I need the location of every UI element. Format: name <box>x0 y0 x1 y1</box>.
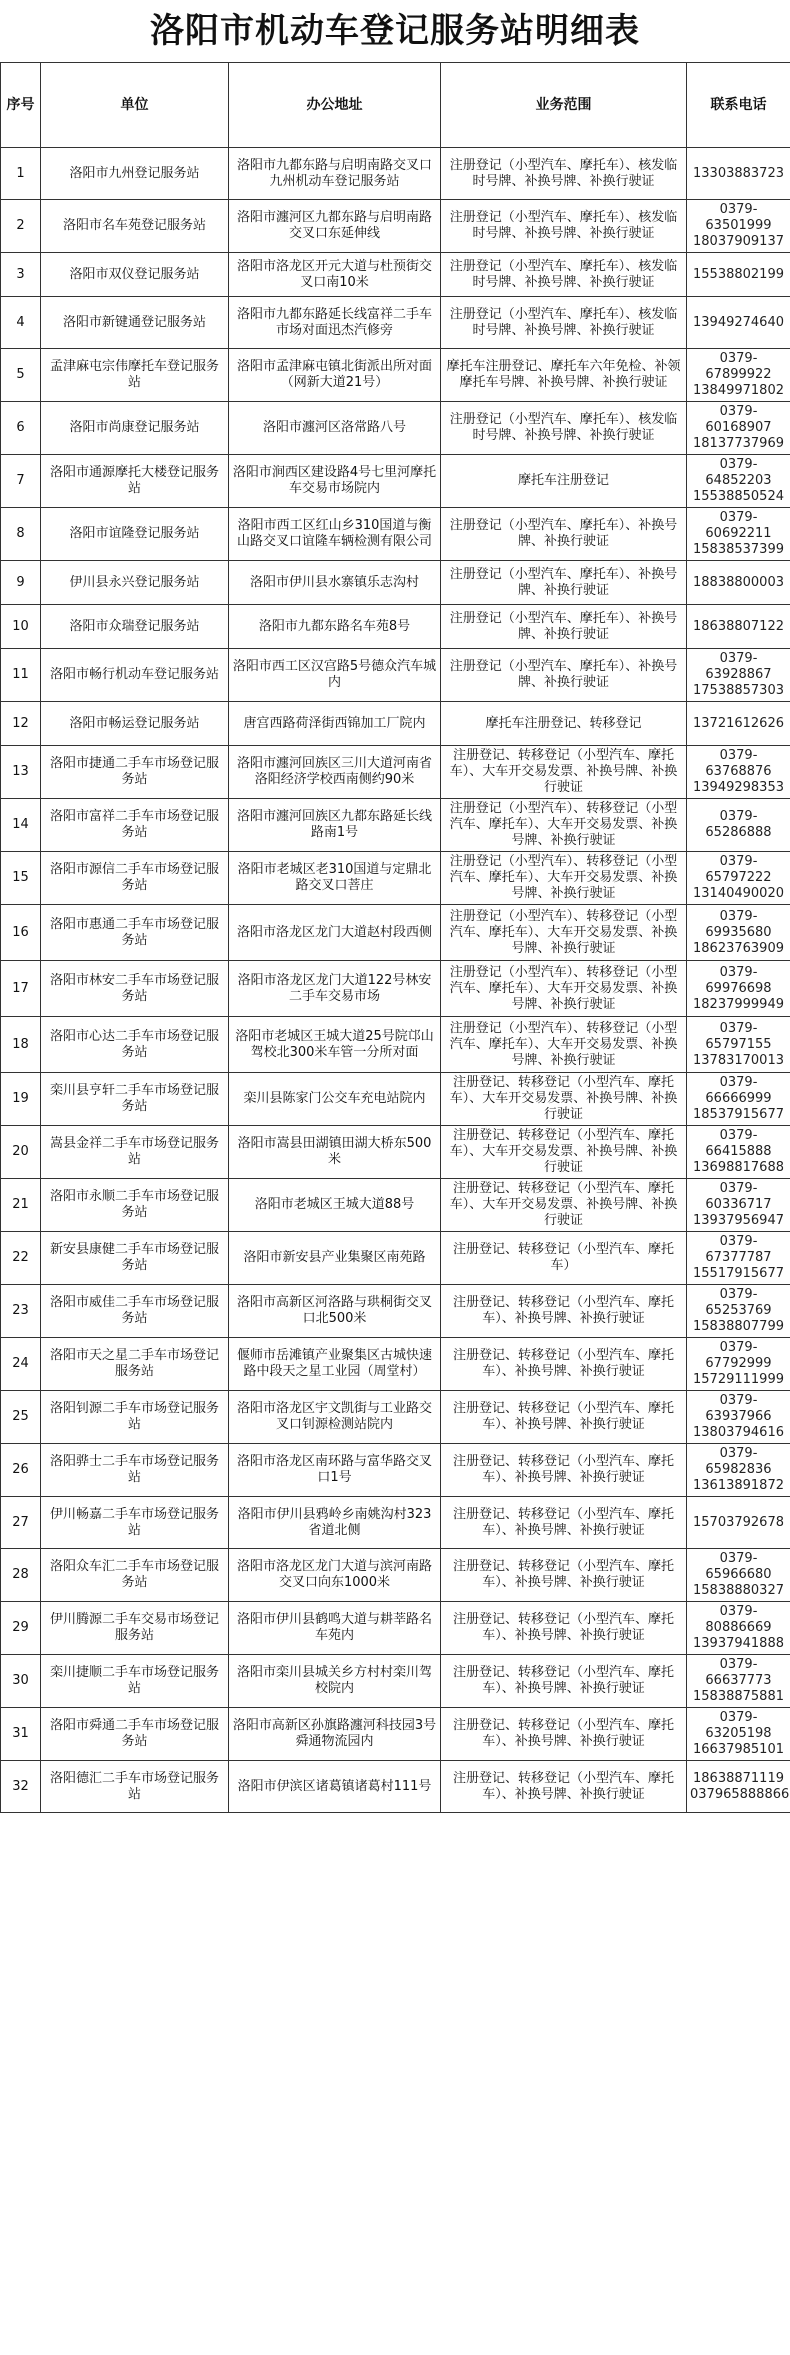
cell-unit: 洛阳市名车苑登记服务站 <box>41 200 229 253</box>
cell-address: 洛阳市九都东路与启明南路交叉口九州机动车登记服务站 <box>229 148 441 200</box>
cell-no: 23 <box>1 1285 41 1338</box>
cell-phone: 0379-63928867 17538857303 <box>687 649 790 702</box>
cell-unit: 伊川腾源二手车交易市场登记服务站 <box>41 1602 229 1655</box>
table-row <box>1 1338 790 1391</box>
cell-scope: 注册登记（小型汽车、摩托车）、补换号牌、补换行驶证 <box>441 508 687 561</box>
cell-phone: 0379-63205198 16637985101 <box>687 1708 790 1761</box>
cell-scope: 注册登记、转移登记（小型汽车、摩托车）、大车开交易发票、补换号牌、补换行驶证 <box>441 1073 687 1126</box>
cell-no: 24 <box>1 1338 41 1391</box>
cell-no: 26 <box>1 1444 41 1497</box>
cell-scope: 注册登记（小型汽车、摩托车）、补换号牌、补换行驶证 <box>441 649 687 702</box>
table-row <box>1 561 790 605</box>
cell-no: 4 <box>1 297 41 349</box>
table-row <box>1 1497 790 1549</box>
cell-no: 31 <box>1 1708 41 1761</box>
cell-scope: 注册登记（小型汽车、摩托车）、核发临时号牌、补换号牌、补换行驶证 <box>441 200 687 253</box>
cell-phone: 0379-66637773 15838875881 <box>687 1655 790 1708</box>
table-row <box>1 799 790 852</box>
table-row <box>1 455 790 508</box>
cell-unit: 洛阳市源信二手车市场登记服务站 <box>41 852 229 905</box>
cell-address: 洛阳市新安县产业集聚区南苑路 <box>229 1232 441 1285</box>
cell-address: 洛阳市伊川县水寨镇乐志沟村 <box>229 561 441 605</box>
cell-scope: 注册登记、转移登记（小型汽车、摩托车）、补换号牌、补换行驶证 <box>441 1602 687 1655</box>
cell-scope: 摩托车注册登记、摩托车六年免检、补领摩托车号牌、补换号牌、补换行驶证 <box>441 349 687 402</box>
cell-unit: 洛阳市捷通二手车市场登记服务站 <box>41 746 229 799</box>
cell-phone: 18638871119 037965888866 <box>687 1761 790 1813</box>
cell-no: 32 <box>1 1761 41 1813</box>
cell-phone: 15703792678 <box>687 1497 790 1549</box>
cell-unit: 伊川县永兴登记服务站 <box>41 561 229 605</box>
cell-phone: 18838800003 <box>687 561 790 605</box>
table-body <box>1 148 790 1813</box>
header-address: 办公地址 <box>229 63 441 148</box>
cell-address: 洛阳市伊滨区诸葛镇诸葛村111号 <box>229 1761 441 1813</box>
cell-unit: 栾川捷顺二手车市场登记服务站 <box>41 1655 229 1708</box>
cell-no: 17 <box>1 961 41 1017</box>
cell-address: 洛阳市洛龙区南环路与富华路交叉口1号 <box>229 1444 441 1497</box>
cell-no: 19 <box>1 1073 41 1126</box>
cell-unit: 新安县康健二手车市场登记服务站 <box>41 1232 229 1285</box>
cell-scope: 注册登记、转移登记（小型汽车、摩托车）、补换号牌、补换行驶证 <box>441 1761 687 1813</box>
table-row <box>1 1391 790 1444</box>
cell-address: 洛阳市涧西区建设路4号七里河摩托车交易市场院内 <box>229 455 441 508</box>
cell-no: 15 <box>1 852 41 905</box>
cell-scope: 注册登记（小型汽车）、转移登记（小型汽车、摩托车）、大车开交易发票、补换号牌、补换行驶证 <box>441 852 687 905</box>
cell-unit: 洛阳市畅行机动车登记服务站 <box>41 649 229 702</box>
table-row <box>1 297 790 349</box>
cell-phone: 0379-67792999 15729111999 <box>687 1338 790 1391</box>
cell-no: 12 <box>1 702 41 746</box>
cell-address: 洛阳市嵩县田湖镇田湖大桥东500米 <box>229 1126 441 1179</box>
cell-no: 18 <box>1 1017 41 1073</box>
table-row <box>1 1444 790 1497</box>
cell-unit: 嵩县金祥二手车市场登记服务站 <box>41 1126 229 1179</box>
cell-no: 11 <box>1 649 41 702</box>
cell-unit: 洛阳市双仪登记服务站 <box>41 253 229 297</box>
table-row <box>1 852 790 905</box>
cell-address: 洛阳市瀍河回族区九都东路延长线路南1号 <box>229 799 441 852</box>
header-unit: 单位 <box>41 63 229 148</box>
table-row <box>1 1017 790 1073</box>
cell-scope: 注册登记（小型汽车、摩托车）、补换号牌、补换行驶证 <box>441 605 687 649</box>
cell-address: 洛阳市伊川县鹤鸣大道与耕莘路名车苑内 <box>229 1602 441 1655</box>
cell-unit: 洛阳市九州登记服务站 <box>41 148 229 200</box>
cell-phone: 0379-67377787 15517915677 <box>687 1232 790 1285</box>
cell-unit: 洛阳市威佳二手车市场登记服务站 <box>41 1285 229 1338</box>
cell-no: 8 <box>1 508 41 561</box>
cell-address: 洛阳市高新区孙旗路瀍河科技园3号舜通物流园内 <box>229 1708 441 1761</box>
cell-address: 洛阳市洛龙区宇文凯街与工业路交叉口钊源检测站院内 <box>229 1391 441 1444</box>
cell-unit: 洛阳市富祥二手车市场登记服务站 <box>41 799 229 852</box>
cell-address: 洛阳市孟津麻屯镇北街派出所对面（网新大道21号） <box>229 349 441 402</box>
cell-scope: 注册登记（小型汽车）、转移登记（小型汽车、摩托车）、大车开交易发票、补换号牌、补换行驶证 <box>441 799 687 852</box>
cell-phone: 15538802199 <box>687 253 790 297</box>
cell-phone: 0379-67899922 13849971802 <box>687 349 790 402</box>
table-row <box>1 605 790 649</box>
cell-no: 27 <box>1 1497 41 1549</box>
cell-address: 偃师市岳滩镇产业聚集区古城快速路中段天之星工业园（周堂村） <box>229 1338 441 1391</box>
cell-address: 洛阳市洛龙区开元大道与杜预街交叉口南10米 <box>229 253 441 297</box>
cell-scope: 注册登记（小型汽车、摩托车）、核发临时号牌、补换号牌、补换行驶证 <box>441 148 687 200</box>
cell-address: 洛阳市栾川县城关乡方村村栾川驾校院内 <box>229 1655 441 1708</box>
header-row <box>1 63 790 148</box>
cell-phone: 0379-65797155 13783170013 <box>687 1017 790 1073</box>
cell-scope: 注册登记（小型汽车）、转移登记（小型汽车、摩托车）、大车开交易发票、补换号牌、补换行驶证 <box>441 1017 687 1073</box>
table-row <box>1 1761 790 1813</box>
cell-no: 20 <box>1 1126 41 1179</box>
cell-address: 洛阳市伊川县鸦岭乡南姚沟村323省道北侧 <box>229 1497 441 1549</box>
cell-no: 9 <box>1 561 41 605</box>
cell-unit: 洛阳骅士二手车市场登记服务站 <box>41 1444 229 1497</box>
cell-address: 洛阳市洛龙区龙门大道122号林安二手车交易市场 <box>229 961 441 1017</box>
cell-unit: 洛阳市新键通登记服务站 <box>41 297 229 349</box>
cell-no: 13 <box>1 746 41 799</box>
cell-scope: 注册登记（小型汽车）、转移登记（小型汽车、摩托车）、大车开交易发票、补换号牌、补换行驶证 <box>441 961 687 1017</box>
cell-phone: 0379-65966680 15838880327 <box>687 1549 790 1602</box>
cell-phone: 0379-69976698 18237999949 <box>687 961 790 1017</box>
cell-no: 30 <box>1 1655 41 1708</box>
cell-address: 洛阳市老城区王城大道25号院邙山驾校北300米车管一分所对面 <box>229 1017 441 1073</box>
table-row <box>1 148 790 200</box>
cell-no: 5 <box>1 349 41 402</box>
cell-no: 10 <box>1 605 41 649</box>
cell-no: 16 <box>1 905 41 961</box>
cell-unit: 洛阳市舜通二手车市场登记服务站 <box>41 1708 229 1761</box>
cell-scope: 注册登记（小型汽车、摩托车）、核发临时号牌、补换号牌、补换行驶证 <box>441 297 687 349</box>
cell-scope: 注册登记、转移登记（小型汽车、摩托车）、补换号牌、补换行驶证 <box>441 1338 687 1391</box>
cell-scope: 摩托车注册登记、转移登记 <box>441 702 687 746</box>
cell-no: 28 <box>1 1549 41 1602</box>
cell-phone: 13303883723 <box>687 148 790 200</box>
cell-address: 洛阳市洛龙区龙门大道与滨河南路交叉口向东1000米 <box>229 1549 441 1602</box>
cell-address: 洛阳市老城区王城大道88号 <box>229 1179 441 1232</box>
cell-phone: 0379-66666999 18537915677 <box>687 1073 790 1126</box>
cell-phone: 0379-65253769 15838807799 <box>687 1285 790 1338</box>
cell-no: 7 <box>1 455 41 508</box>
cell-no: 21 <box>1 1179 41 1232</box>
table-row <box>1 649 790 702</box>
table-row <box>1 200 790 253</box>
cell-scope: 注册登记、转移登记（小型汽车、摩托车）、补换号牌、补换行驶证 <box>441 1549 687 1602</box>
table-row <box>1 1126 790 1179</box>
table-row <box>1 702 790 746</box>
cell-scope: 注册登记、转移登记（小型汽车、摩托车）、大车开交易发票、补换号牌、补换行驶证 <box>441 1179 687 1232</box>
cell-address: 栾川县陈家门公交车充电站院内 <box>229 1073 441 1126</box>
table-row <box>1 905 790 961</box>
cell-phone: 0379-65982836 13613891872 <box>687 1444 790 1497</box>
cell-scope: 注册登记（小型汽车、摩托车）、核发临时号牌、补换号牌、补换行驶证 <box>441 402 687 455</box>
cell-unit: 洛阳众车汇二手车市场登记服务站 <box>41 1549 229 1602</box>
cell-address: 洛阳市西工区红山乡310国道与衡山路交叉口谊隆车辆检测有限公司 <box>229 508 441 561</box>
table-row <box>1 349 790 402</box>
table-row <box>1 508 790 561</box>
cell-unit: 孟津麻屯宗伟摩托车登记服务站 <box>41 349 229 402</box>
cell-unit: 洛阳市惠通二手车市场登记服务站 <box>41 905 229 961</box>
header-no: 序号 <box>1 63 41 148</box>
cell-scope: 注册登记、转移登记（小型汽车、摩托车）、补换号牌、补换行驶证 <box>441 1285 687 1338</box>
cell-scope: 注册登记、转移登记（小型汽车、摩托车）、大车开交易发票、补换号牌、补换行驶证 <box>441 746 687 799</box>
cell-scope: 注册登记、转移登记（小型汽车、摩托车）、补换号牌、补换行驶证 <box>441 1655 687 1708</box>
table-row <box>1 402 790 455</box>
cell-address: 洛阳市九都东路延长线富祥二手车市场对面迅杰汽修旁 <box>229 297 441 349</box>
cell-no: 6 <box>1 402 41 455</box>
cell-scope: 注册登记（小型汽车、摩托车）、补换号牌、补换行驶证 <box>441 561 687 605</box>
cell-no: 14 <box>1 799 41 852</box>
cell-address: 洛阳市九都东路名车苑8号 <box>229 605 441 649</box>
cell-scope: 摩托车注册登记 <box>441 455 687 508</box>
cell-unit: 洛阳德汇二手车市场登记服务站 <box>41 1761 229 1813</box>
cell-phone: 0379-80886669 13937941888 <box>687 1602 790 1655</box>
cell-phone: 18638807122 <box>687 605 790 649</box>
cell-scope: 注册登记、转移登记（小型汽车、摩托车）、补换号牌、补换行驶证 <box>441 1391 687 1444</box>
cell-phone: 0379-63768876 13949298353 <box>687 746 790 799</box>
cell-phone: 13721612626 <box>687 702 790 746</box>
cell-scope: 注册登记、转移登记（小型汽车、摩托车） <box>441 1232 687 1285</box>
cell-unit: 洛阳市谊隆登记服务站 <box>41 508 229 561</box>
cell-no: 22 <box>1 1232 41 1285</box>
cell-phone: 13949274640 <box>687 297 790 349</box>
cell-scope: 注册登记（小型汽车、摩托车）、核发临时号牌、补换号牌、补换行驶证 <box>441 253 687 297</box>
cell-phone: 0379-60692211 15838537399 <box>687 508 790 561</box>
table-row <box>1 1655 790 1708</box>
table-row <box>1 1285 790 1338</box>
stations-table <box>0 62 790 1813</box>
cell-unit: 洛阳市林安二手车市场登记服务站 <box>41 961 229 1017</box>
cell-address: 洛阳市高新区河洛路与珙桐街交叉口北500米 <box>229 1285 441 1338</box>
cell-address: 唐宫西路荷泽街西锦加工厂院内 <box>229 702 441 746</box>
cell-phone: 0379-60336717 13937956947 <box>687 1179 790 1232</box>
table-row <box>1 1073 790 1126</box>
cell-no: 29 <box>1 1602 41 1655</box>
cell-phone: 0379-64852203 15538850524 <box>687 455 790 508</box>
table-row <box>1 1549 790 1602</box>
cell-no: 2 <box>1 200 41 253</box>
page-title: 洛阳市机动车登记服务站明细表 <box>150 11 640 51</box>
table-row <box>1 1179 790 1232</box>
cell-scope: 注册登记、转移登记（小型汽车、摩托车）、补换号牌、补换行驶证 <box>441 1497 687 1549</box>
table-row <box>1 253 790 297</box>
cell-scope: 注册登记、转移登记（小型汽车、摩托车）、补换号牌、补换行驶证 <box>441 1444 687 1497</box>
cell-unit: 洛阳市众瑞登记服务站 <box>41 605 229 649</box>
cell-unit: 栾川县亨轩二手车市场登记服务站 <box>41 1073 229 1126</box>
cell-phone: 0379-63501999 18037909137 <box>687 200 790 253</box>
cell-scope: 注册登记（小型汽车）、转移登记（小型汽车、摩托车）、大车开交易发票、补换号牌、补换行驶证 <box>441 905 687 961</box>
header-scope: 业务范围 <box>441 63 687 148</box>
cell-phone: 0379-60168907 18137737969 <box>687 402 790 455</box>
cell-no: 1 <box>1 148 41 200</box>
cell-unit: 洛阳市永顺二手车市场登记服务站 <box>41 1179 229 1232</box>
cell-unit: 伊川畅嘉二手车市场登记服务站 <box>41 1497 229 1549</box>
table-row <box>1 961 790 1017</box>
table-row <box>1 746 790 799</box>
cell-address: 洛阳市瀍河区洛常路八号 <box>229 402 441 455</box>
cell-address: 洛阳市瀍河回族区三川大道河南省洛阳经济学校西南侧约90米 <box>229 746 441 799</box>
table-row <box>1 1708 790 1761</box>
cell-phone: 0379-66415888 13698817688 <box>687 1126 790 1179</box>
header-phone: 联系电话 <box>687 63 790 148</box>
table-row <box>1 1232 790 1285</box>
cell-phone: 0379-65797222 13140490020 <box>687 852 790 905</box>
cell-unit: 洛阳市通源摩托大楼登记服务站 <box>41 455 229 508</box>
cell-unit: 洛阳市尚康登记服务站 <box>41 402 229 455</box>
cell-address: 洛阳市西工区汉宫路5号德众汽车城内 <box>229 649 441 702</box>
cell-address: 洛阳市洛龙区龙门大道赵村段西侧 <box>229 905 441 961</box>
cell-address: 洛阳市老城区老310国道与定鼎北路交叉口菩庄 <box>229 852 441 905</box>
cell-phone: 0379-63937966 13803794616 <box>687 1391 790 1444</box>
cell-address: 洛阳市瀍河区九都东路与启明南路交叉口东延伸线 <box>229 200 441 253</box>
cell-phone: 0379-65286888 <box>687 799 790 852</box>
cell-phone: 0379-69935680 18623763909 <box>687 905 790 961</box>
cell-unit: 洛阳钊源二手车市场登记服务站 <box>41 1391 229 1444</box>
cell-scope: 注册登记、转移登记（小型汽车、摩托车）、补换号牌、补换行驶证 <box>441 1708 687 1761</box>
cell-unit: 洛阳市天之星二手车市场登记服务站 <box>41 1338 229 1391</box>
cell-unit: 洛阳市心达二手车市场登记服务站 <box>41 1017 229 1073</box>
cell-scope: 注册登记、转移登记（小型汽车、摩托车）、大车开交易发票、补换号牌、补换行驶证 <box>441 1126 687 1179</box>
cell-no: 3 <box>1 253 41 297</box>
cell-no: 25 <box>1 1391 41 1444</box>
table-row <box>1 1602 790 1655</box>
cell-unit: 洛阳市畅运登记服务站 <box>41 702 229 746</box>
